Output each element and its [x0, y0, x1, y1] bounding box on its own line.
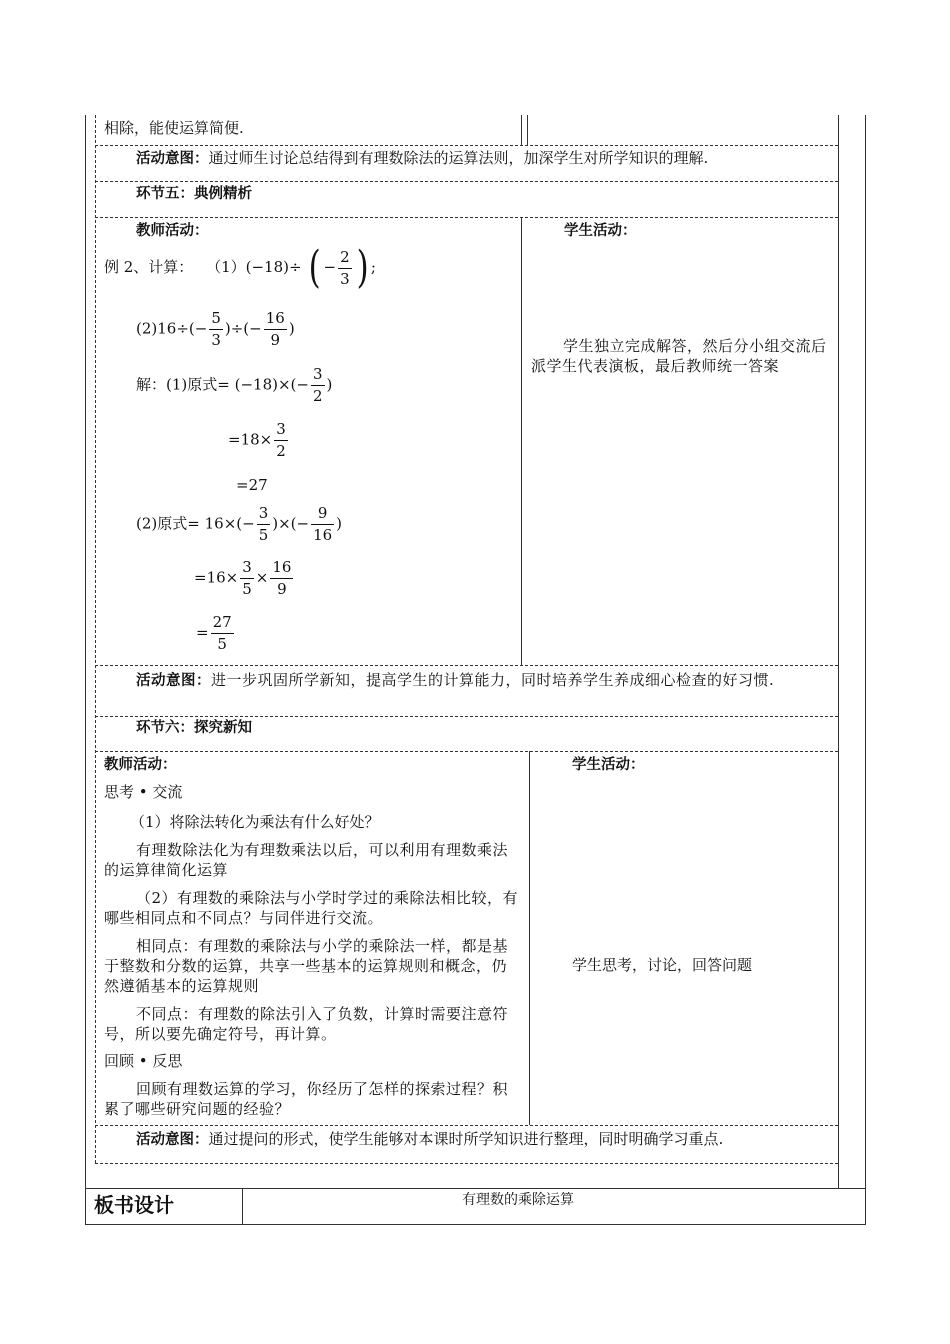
sol2-label: (2)原式=: [136, 514, 200, 533]
section6-title: 环节六：探究新知: [136, 720, 252, 736]
intent6-label: 活动意图：: [136, 1132, 209, 1148]
think-heading: 思考 • 交流: [104, 783, 183, 801]
question-1: （1）将除法转化为乘法有什么好处？: [130, 813, 380, 831]
solution2-line-2: [194, 557, 295, 600]
fraction-3-2-b: $\frac{3}{2}$: [276, 420, 286, 460]
solution-line-1: [136, 364, 332, 407]
semicolon: ;: [370, 258, 376, 276]
inner-left-dash: [95, 115, 96, 1163]
fraction-3-5-a: $\frac{3}{5}$: [258, 504, 269, 544]
outer-left-border: [85, 115, 86, 1225]
example-p1-num: （1）: [206, 258, 246, 276]
answer-1: 有理数除法化为有理数乘法以后，可以利用有理数乘法的运算律简化运算: [104, 841, 509, 879]
board-label: 板书设计: [94, 1193, 174, 1217]
sol-l2: =18×: [228, 430, 273, 449]
section5-col-divider: [521, 217, 522, 665]
solution2-line-3: [196, 612, 236, 655]
minus-sign: −: [323, 258, 337, 276]
left-paren: (: [308, 242, 321, 293]
fraction-2-3: $\frac{2}{3}$: [340, 247, 350, 288]
intent4-label: 活动意图：: [136, 151, 209, 167]
divider-7: [95, 1125, 838, 1126]
intent4-text: 通过师生讨论总结得到有理数除法的运算法则，加深学生对所学知识的理解.: [208, 149, 709, 167]
intent6-row: [136, 1129, 723, 1150]
solution2-line-1: [136, 503, 342, 546]
fraction-3-5-b: $\frac{3}{5}$: [242, 558, 252, 598]
divider-5: [95, 716, 838, 717]
sol2-a: 16×(−: [204, 514, 255, 533]
intent5-label: 活动意图：: [136, 673, 211, 689]
student6-text: 学生思考，讨论，回答问题: [572, 956, 753, 974]
times-sign: ×: [255, 568, 269, 587]
sol2-l6: =: [196, 623, 209, 642]
right-paren: ): [356, 242, 369, 293]
teacher6-label: 教师活动：: [104, 757, 177, 773]
diff-points: 不同点：有理数的除法引入了负数，计算时需要注意符号，所以要先确定符号，再计算。: [104, 1005, 509, 1043]
divider-1: [95, 145, 838, 146]
divider-2: [95, 181, 838, 182]
example-line: [104, 242, 376, 293]
example-prefix: 例 2、计算：: [104, 258, 194, 276]
fraction-9-16: $\frac{9}{16}$: [313, 504, 333, 544]
p2-mid: )÷(−: [224, 319, 262, 338]
sol2-l5: =16×: [194, 568, 239, 587]
p2-rparen: ): [288, 319, 295, 338]
inner-right-border: [838, 115, 839, 1188]
sol-rparen: ): [326, 375, 333, 394]
section5-title: 环节五：典例精析: [136, 186, 252, 202]
fraction-3-2-a: $\frac{3}{2}$: [312, 365, 323, 405]
fraction-5-3: $\frac{5}{3}$: [211, 309, 221, 349]
outer-right-border: [865, 115, 866, 1225]
sol-a: (−18)×(−: [234, 375, 309, 394]
divider-3: [95, 217, 838, 218]
row0-text: 相除，能使运算简便.: [104, 119, 244, 137]
p2-text: (2)16÷(−: [136, 319, 208, 338]
board-divider: [242, 1188, 243, 1224]
intent4-row: [136, 148, 708, 169]
review-heading: 回顾 • 反思: [104, 1052, 183, 1070]
question-2: （2）有理数的乘除法与小学时学过的乘除法相比较，有哪些相同点和不同点？与同伴进行交流。: [104, 889, 519, 927]
divider-8: [95, 1163, 838, 1164]
sol-label: 解：(1)原式=: [136, 375, 230, 394]
fraction-27-5: $\frac{27}{5}$: [212, 613, 232, 653]
section6-col-divider: [529, 751, 530, 1125]
fraction-16-9: $\frac{16}{9}$: [265, 309, 285, 349]
teacher5-label: 教师活动：: [136, 223, 209, 239]
intent5-text: 进一步巩固所学新知，提高学生的计算能力，同时培养学生养成细心检查的好习惯.: [211, 671, 775, 689]
intent6-text: 通过提问的形式，使学生能够对本课时所学知识进行整理，同时明确学习重点.: [208, 1130, 724, 1148]
example-part2: [136, 308, 295, 351]
sol2-rparen: ): [336, 514, 343, 533]
divider-6: [95, 751, 838, 752]
board-top-border: [85, 1188, 865, 1189]
example-p1-text: (−18)÷: [245, 258, 302, 276]
same-points: 相同点：有理数的乘除法与小学的乘除法一样，都是基于整数和分数的运算，共享一些基本的运算规则和概念，仍然遵循基本的运算规则: [104, 937, 509, 995]
intent5-row: [104, 670, 832, 691]
sol2-b: )×(−: [272, 514, 310, 533]
student6-label: 学生活动：: [572, 757, 645, 773]
solution-line-3: =27: [236, 476, 268, 494]
board-content: 有理数的乘除运算: [462, 1192, 574, 1208]
student5-label: 学生活动：: [564, 223, 637, 239]
row0-col-divider-b: [527, 115, 528, 145]
row0-col-divider-a: [521, 115, 522, 145]
student5-text: 学生独立完成解答，然后分小组交流后派学生代表演板，最后教师统一答案: [531, 337, 827, 375]
fraction-16-9-b: $\frac{16}{9}$: [272, 558, 292, 598]
solution-line-2: [228, 419, 290, 462]
divider-4: [95, 665, 838, 666]
review-text: 回顾有理数运算的学习，你经历了怎样的探索过程？积累了哪些研究问题的经验？: [104, 1080, 509, 1118]
board-bottom-border: [85, 1224, 865, 1225]
